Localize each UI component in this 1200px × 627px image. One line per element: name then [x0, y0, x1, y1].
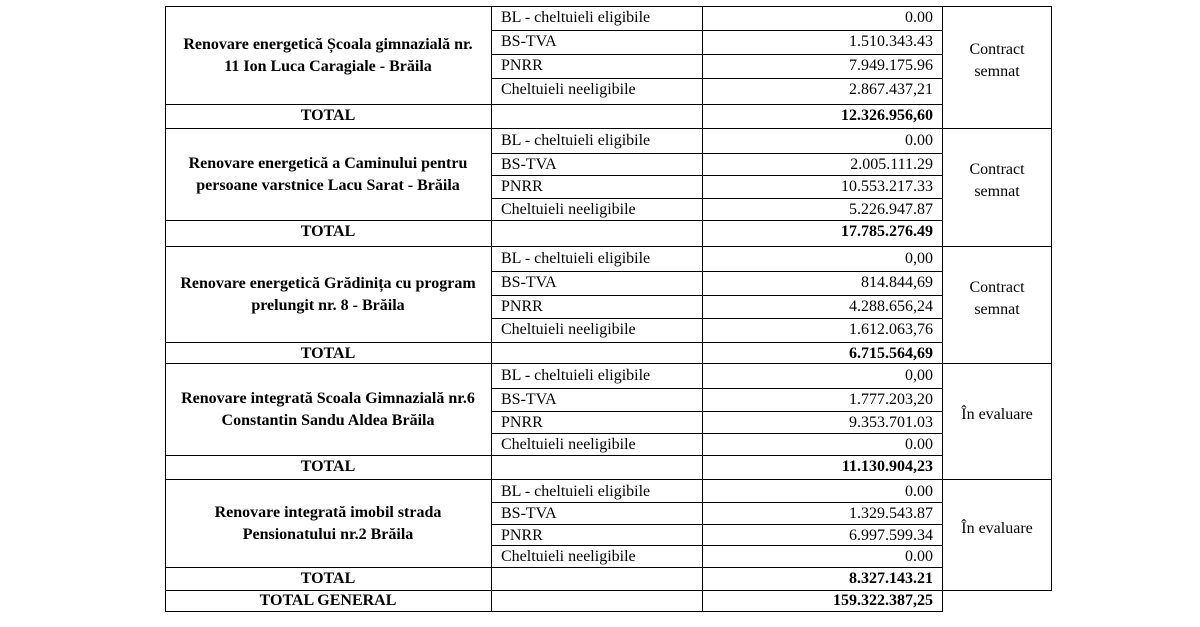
block-divider	[165, 479, 1052, 480]
total-value: 12.326.956,60	[841, 107, 933, 124]
total-label: TOTAL	[300, 345, 356, 362]
row-divider	[491, 524, 942, 525]
row-divider	[491, 433, 942, 434]
row-label: BS-TVA	[501, 156, 557, 173]
row-divider	[491, 271, 942, 272]
project-name: Renovare energetică Școala gimnazială nr. 11 Ion Luca Caragiale - Brăila	[183, 36, 473, 75]
row-value: 0,00	[905, 250, 933, 267]
row-value: 5.226.947.87	[849, 201, 933, 218]
row-value: 4.288.656,24	[849, 298, 933, 315]
row-divider	[165, 342, 942, 343]
row-label: BS-TVA	[501, 505, 557, 522]
total-label: TOTAL	[300, 570, 356, 587]
project-name: Renovare integrată imobil strada Pensionatului nr.2 Brăila	[214, 504, 442, 543]
row-label: BS-TVA	[501, 33, 557, 50]
row-divider	[491, 54, 942, 55]
grand-total-label: TOTAL GENERAL	[259, 592, 397, 609]
column-divider	[942, 6, 943, 612]
row-value: 0.00	[905, 436, 933, 453]
row-divider	[491, 502, 942, 503]
row-value: 814.844,69	[861, 274, 933, 291]
row-label: Cheltuieli neeligibile	[501, 81, 636, 98]
row-value: 0.00	[905, 483, 933, 500]
row-divider	[491, 153, 942, 154]
total-label: TOTAL	[300, 107, 356, 124]
row-label: Cheltuieli neeligibile	[501, 321, 636, 338]
row-divider	[491, 411, 942, 412]
row-label: PNRR	[501, 298, 543, 315]
row-label: BL - cheltuieli eligibile	[501, 9, 651, 26]
grand-total-value: 159.322.387,25	[833, 592, 933, 609]
row-value: 10.553.217.33	[841, 178, 933, 195]
total-value: 6.715.564,69	[849, 345, 933, 362]
column-divider	[491, 6, 492, 612]
row-divider	[491, 388, 942, 389]
budget-table	[165, 6, 1052, 612]
total-label: TOTAL	[300, 223, 356, 240]
row-label: Cheltuieli neeligibile	[501, 201, 636, 218]
row-divider	[165, 220, 942, 221]
row-label: Cheltuieli neeligibile	[501, 548, 636, 565]
row-label: Cheltuieli neeligibile	[501, 436, 636, 453]
row-value: 0,00	[905, 367, 933, 384]
row-label: BS-TVA	[501, 274, 557, 291]
row-label: PNRR	[501, 527, 543, 544]
total-label: TOTAL	[300, 458, 356, 475]
column-divider	[702, 6, 703, 612]
block-divider	[165, 246, 1052, 247]
row-divider	[491, 198, 942, 199]
row-label: BL - cheltuieli eligibile	[501, 483, 651, 500]
row-label: PNRR	[501, 414, 543, 431]
project-name: Renovare integrată Scoala Gimnazială nr.6 Constantin Sandu Aldea Brăila	[181, 390, 475, 429]
row-value: 1.510.343.43	[849, 33, 933, 50]
row-value: 1.777.203,20	[849, 391, 933, 408]
row-label: PNRR	[501, 178, 543, 195]
row-value: 0.00	[905, 9, 933, 26]
row-divider	[491, 30, 942, 31]
row-divider	[491, 295, 942, 296]
row-divider	[491, 318, 942, 319]
block-divider	[165, 128, 1052, 129]
table-border-top	[165, 6, 1052, 7]
project-name: Renovare energetică a Caminului pentru persoane varstnice Lacu Sarat - Brăila	[188, 155, 468, 194]
status-text: În evaluare	[961, 406, 1033, 423]
row-value: 9.353.701.03	[849, 414, 933, 431]
total-value: 11.130.904,23	[841, 458, 933, 475]
table-border-left	[165, 6, 166, 612]
row-divider	[491, 78, 942, 79]
row-value: 7.949.175.96	[849, 57, 933, 74]
row-label: PNRR	[501, 57, 543, 74]
row-label: BL - cheltuieli eligibile	[501, 367, 651, 384]
row-value: 1.612.063,76	[849, 321, 933, 338]
row-label: BL - cheltuieli eligibile	[501, 132, 651, 149]
row-value: 0.00	[905, 132, 933, 149]
row-divider	[165, 567, 942, 568]
row-value: 6.997.599.34	[849, 527, 933, 544]
row-value: 1.329.543.87	[849, 505, 933, 522]
project-name: Renovare energetică Grădinița cu program prelungit nr. 8 - Brăila	[180, 275, 476, 314]
row-label: BS-TVA	[501, 391, 557, 408]
status-text: Contract semnat	[969, 278, 1025, 318]
row-label: BL - cheltuieli eligibile	[501, 250, 651, 267]
status-text: În evaluare	[961, 519, 1033, 537]
total-value: 8.327.143.21	[849, 570, 933, 587]
row-value: 2.867.437,21	[849, 81, 933, 98]
row-divider	[491, 175, 942, 176]
row-divider	[165, 104, 942, 105]
row-value: 0.00	[905, 548, 933, 565]
total-value: 17.785.276.49	[841, 223, 933, 240]
table-border-bottom	[165, 611, 943, 612]
status-text: Contract semnat	[969, 161, 1025, 200]
row-divider	[165, 455, 942, 456]
row-value: 2.005.111.29	[850, 156, 933, 173]
table-border-right	[1051, 6, 1052, 590]
status-text: Contract semnat	[969, 41, 1025, 80]
